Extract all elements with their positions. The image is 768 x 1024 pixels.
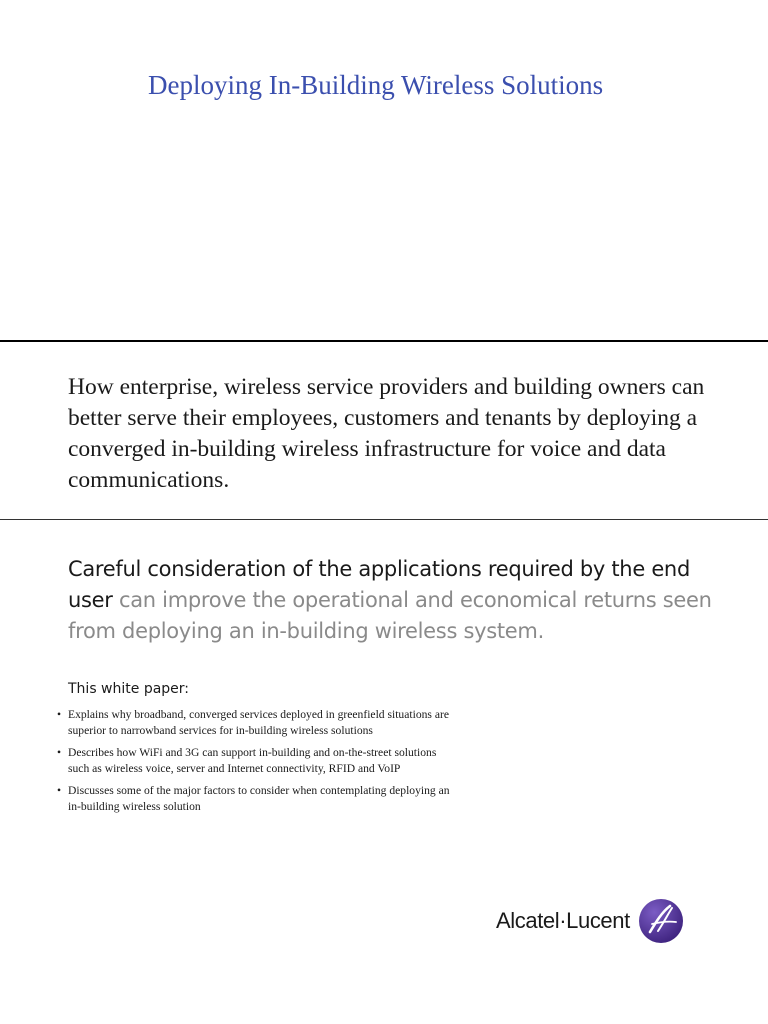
logo-wordmark: Alcatel·Lucent — [496, 908, 630, 933]
bullet-list — [56, 707, 456, 821]
company-logo — [496, 898, 684, 944]
intro-paragraph: How enterprise, wireless service providers and building owners can better serve their employees, customers and tenants by deploying a converged in-building wireless infrastructure for voice and data communications. — [68, 374, 705, 493]
bullet-marker: • — [57, 746, 62, 759]
whitepaper-label: This white paper: — [68, 681, 190, 697]
document-title: Deploying In-Building Wireless Solutions — [148, 70, 604, 100]
list-item — [56, 783, 456, 814]
list-item — [56, 707, 456, 738]
bullet-marker: • — [57, 784, 62, 797]
bullet-marker: • — [57, 708, 62, 721]
list-item — [56, 745, 456, 776]
bullet-text: Discusses some of the major factors to consider when contemplating deploying an in-building wireless solution — [68, 784, 450, 813]
lead-emphasis: Careful consideration of the applications required by the end user — [68, 557, 690, 612]
alcatel-lucent-a-mark-icon — [638, 898, 684, 944]
bullet-text: Describes how WiFi and 3G can support in-building and on-the-street solutions such as wireless voice, server and Internet connectivity, RFID and VoIP — [68, 746, 437, 775]
lead-rest: can improve the operational and economical returns seen from deploying an in-building wireless system. — [68, 588, 712, 643]
bottom-divider — [0, 519, 768, 520]
bullet-text: Explains why broadband, converged services deployed in greenfield situations are superior to narrowband services for in-building wireless solutions — [68, 708, 449, 737]
top-divider — [0, 340, 768, 342]
lead-paragraph — [68, 554, 728, 647]
